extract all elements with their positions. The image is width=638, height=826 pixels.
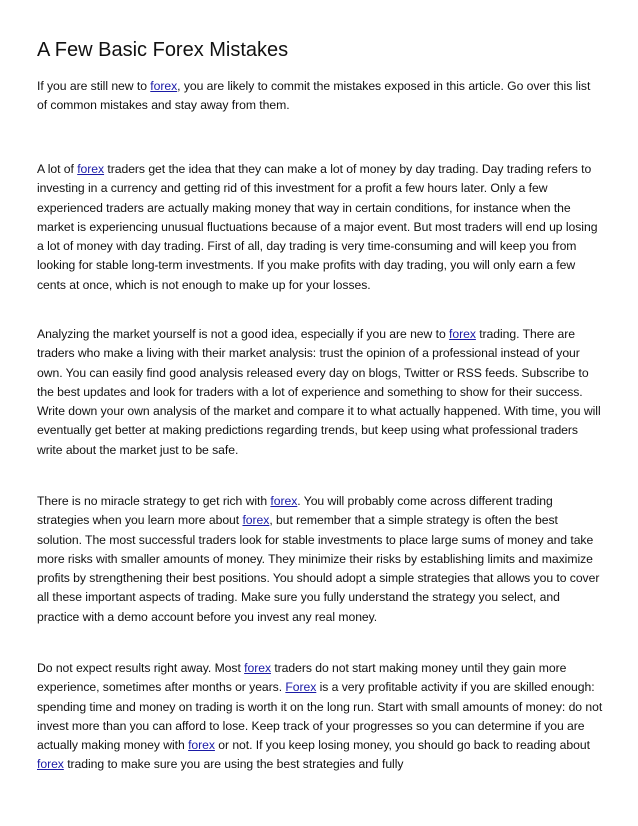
paragraph-text: trading. There are traders who make a living with their market analysis: trust the opinion of a professional instead of your own. You can easily find good analysis released every day on blogs, Twitter or RSS feeds. Subscribe to the best updates and look for traders with a lot of experience and something to show for their success. Write down your own analysis of the market and compare it to what actually happened. With time, you will eventually get better at making predictions regarding trends, but keep using what professional traders write about the market just to be safe. [37, 327, 601, 457]
forex-link[interactable]: forex [37, 757, 64, 772]
paragraph-text: Analyzing the market yourself is not a good idea, especially if you are new to [37, 327, 450, 341]
document-title: A Few Basic Forex Mistakes [37, 39, 289, 61]
paragraph-text: There is no miracle strategy to get rich with [37, 494, 271, 508]
paragraph-text: or not. If you keep losing money, you should go back to reading about [214, 738, 590, 753]
paragraph-text: A lot of [37, 162, 78, 176]
forex-link[interactable]: forex [270, 494, 298, 508]
paragraph-text: , but remember that a simple strategy is often the best solution. The most successful traders look for stable investments to place large sums of money and take more risks with smaller amounts of money. They minimize their risks by establishing limits and maximize profits by strengthening their best positions. You should adopt a simple strategies that allows you to cover all these important aspects of trading. Make sure you fully understand the strategy you select, and practice with a demo account before you invest any real money. [37, 513, 600, 624]
paragraph-2 [37, 160, 603, 295]
paragraph-text: traders get the idea that they can make a lot of money by day trading. Day trading refers to investing in a currency and getting rid of this investment for a profit a few hours later. Only a few experienced traders are actually making money that way in certain conditions, for instance when the market is experiencing unusual fluctuations because of a major event. But most traders will end up losing a lot of money with day trading. First of all, day trading is very time-consuming and will keep you from looking for stable long-term investments. If you make profits with day trading, you will only earn a few cents at once, which is not enough to make up for your losses. [37, 162, 598, 292]
paragraph-text: . You will probably come across different trading strategies when you learn more about [37, 494, 553, 528]
paragraph-text: is a very profitable activity if you are skilled enough: spending time and money on trading is worth it on the long run. Start with small amounts of money: do not invest more than you can afford to lose. Keep track of your progresses so you can determine if you are actually making money with [37, 680, 603, 753]
paragraph-4 [37, 492, 603, 627]
forex-link[interactable]: forex [150, 79, 178, 93]
paragraph-text: trading to make sure you are using the best strategies and fully [63, 757, 404, 772]
forex-link[interactable]: forex [77, 162, 105, 176]
forex-link[interactable]: Forex [285, 680, 317, 695]
forex-link[interactable]: forex [449, 327, 476, 341]
forex-link[interactable]: forex [188, 738, 215, 753]
forex-link[interactable]: forex [242, 513, 270, 528]
paragraph-text: traders do not start making money until they gain more experience, sometimes after months or years. [37, 661, 567, 695]
forex-link[interactable]: forex [244, 661, 271, 675]
paragraph-text: If you are still new to [37, 79, 151, 93]
paragraph-1 [37, 77, 603, 116]
paragraph-text: , you are likely to commit the mistakes exposed in this article. Go over this list of common mistakes and stay away from them. [37, 79, 591, 113]
paragraph-5 [37, 659, 603, 775]
paragraph-text: Do not expect results right away. Most [37, 661, 245, 675]
paragraph-3 [37, 325, 603, 460]
